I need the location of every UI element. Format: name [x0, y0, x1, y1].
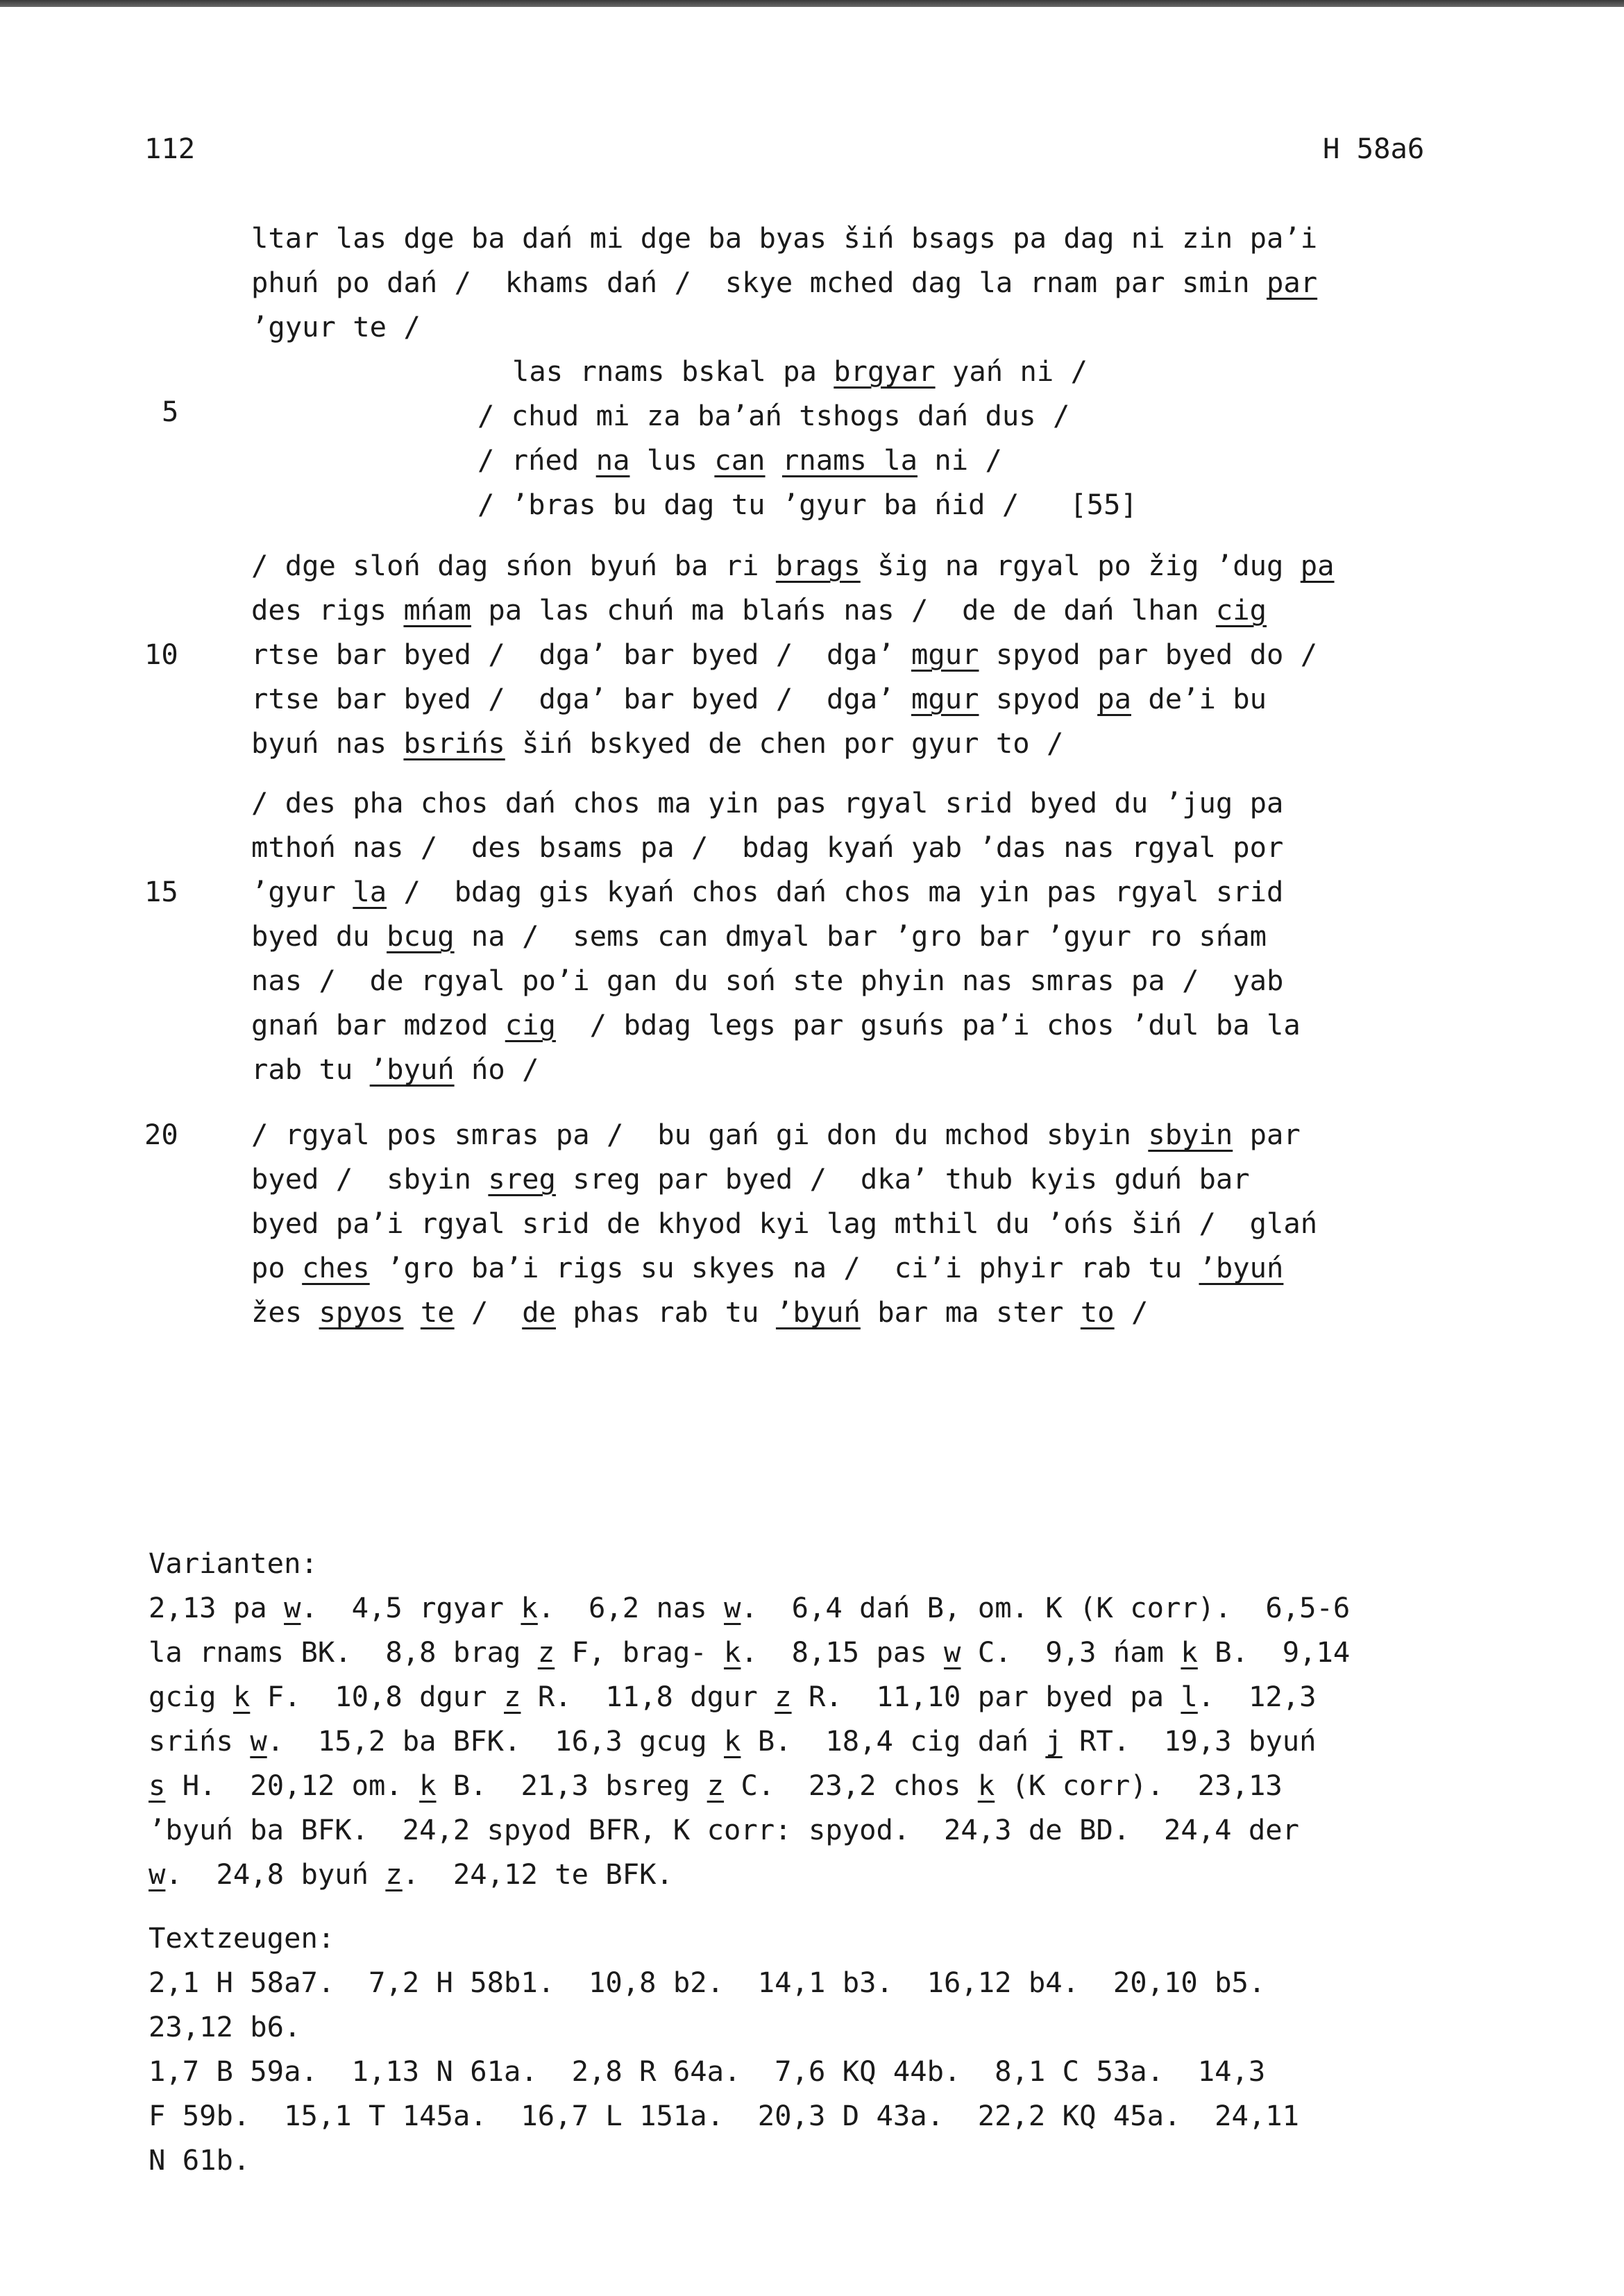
text-run: ni /: [917, 443, 1002, 477]
underlined-word: spyos: [319, 1295, 404, 1329]
underlined-word: k: [1181, 1635, 1198, 1669]
text-run: rtse bar byed / dga’ bar byed / dga’: [251, 682, 911, 715]
underlined-word: w: [944, 1635, 961, 1669]
text-run: rab tu: [251, 1053, 370, 1086]
text-run: la rnams BK. 8,8 brag: [149, 1635, 538, 1669]
text-line: [251, 1117, 1301, 1152]
variant-line: [149, 1724, 1316, 1758]
text-run: šiń bskyed de chen por gyur to /: [505, 726, 1064, 760]
underlined-word: cig: [1215, 593, 1267, 627]
text-run: . 24,12 te BFK.: [402, 1857, 673, 1891]
underlined-word: k: [419, 1769, 437, 1802]
text-run: srińs: [149, 1724, 251, 1758]
text-line: [251, 963, 1283, 998]
underlined-word: pa: [1300, 549, 1335, 582]
text-line: [251, 1250, 1283, 1285]
text-run: . 6,4 dań B, om. K (K corr). 6,5-6: [741, 1591, 1351, 1624]
text-run: . 8,15 pas: [741, 1635, 945, 1669]
underlined-word: ’byuń: [1199, 1251, 1284, 1284]
text-run: pa las chuń ma blańs nas / de de dań lhan: [471, 593, 1216, 627]
text-run: spyod par byed do /: [979, 638, 1318, 671]
underlined-word: k: [232, 1680, 251, 1713]
witness-line: [149, 2143, 250, 2177]
variant-line: [149, 1679, 1316, 1714]
text-run: C. 23,2 chos: [724, 1769, 978, 1802]
text-run: phuń po dań / khams dań / skye mched dag la rnam par smin: [251, 266, 1267, 299]
text-run: gcig: [149, 1680, 233, 1713]
underlined-word: z: [504, 1680, 521, 1713]
verse-line: [477, 398, 1069, 433]
text-run: F, brag-: [555, 1635, 725, 1669]
verse-line: [477, 443, 1002, 477]
text-run: de’i bu: [1131, 682, 1267, 715]
text-run: bar ma ster: [860, 1295, 1081, 1329]
underlined-word: k: [521, 1591, 538, 1624]
variant-line: [149, 1857, 673, 1891]
text-run: byed pa’i rgyal srid de khyod kyi lag mthil du ’ońs šiń / glań: [251, 1207, 1318, 1240]
text-run: byed / sbyin: [251, 1162, 489, 1196]
text-run: [766, 443, 782, 477]
text-run: . 24,8 byuń: [165, 1857, 386, 1891]
variant-line: [149, 1635, 1350, 1669]
text-line: [251, 1295, 1148, 1329]
text-run: ’gro ba’i rigs su skyes na / ci’i phyir rab tu: [369, 1251, 1199, 1284]
text-run: sreg par byed / dka’ thub kyis gduń bar: [555, 1162, 1250, 1196]
underlined-word: w: [284, 1591, 301, 1624]
text-line: [251, 593, 1267, 627]
underlined-word: k: [977, 1769, 995, 1802]
text-run: 2,13 pa: [149, 1591, 285, 1624]
underlined-word: ches: [302, 1251, 370, 1284]
text-line: [251, 681, 1267, 716]
text-run: RT. 19,3 byuń: [1062, 1724, 1317, 1758]
underlined-word: w: [724, 1591, 741, 1624]
underlined-word: pa: [1097, 682, 1131, 715]
underlined-word: cig: [505, 1008, 556, 1041]
text-run: / rgyal pos smras pa / bu gań gi don du mchod sbyin: [251, 1118, 1149, 1151]
text-run: / ’bras bu dag tu ’gyur ba ńid / [55]: [477, 488, 1137, 521]
underlined-word: w: [149, 1857, 166, 1891]
text-run: C. 9,3 ńam: [961, 1635, 1181, 1669]
text-run: mthoń nas / des bsams pa / bdag kyań yab ’das nas rgyal por: [251, 831, 1284, 864]
text-run: ’gyur te /: [251, 310, 421, 343]
underlined-word: w: [250, 1724, 267, 1758]
underlined-word: j: [1045, 1724, 1063, 1758]
text-run: / bdag gis kyań chos dań chos ma yin pas rgyal srid: [387, 875, 1284, 908]
text-run: 23,12 b6.: [149, 2010, 301, 2043]
text-line: [251, 785, 1283, 820]
underlined-word: par: [1266, 266, 1318, 299]
witness-line: [149, 2009, 301, 2044]
text-run: ńo /: [454, 1053, 539, 1086]
line-number: 10: [144, 638, 178, 671]
text-run: /: [454, 1295, 523, 1329]
underlined-word: l: [1181, 1680, 1198, 1713]
text-run: spyod: [979, 682, 1098, 715]
text-run: nas / de rgyal po’i gan du soń ste phyin nas smras pa / yab: [251, 964, 1284, 997]
text-run: N 61b.: [149, 2143, 251, 2177]
varianten-heading: Varianten:: [149, 1547, 318, 1580]
text-line: [251, 221, 1317, 255]
textzeugen-heading: Textzeugen:: [149, 1921, 335, 1955]
text-run: . 15,2 ba BFK. 16,3 gcug: [267, 1724, 725, 1758]
variant-line: [149, 1812, 1299, 1847]
underlined-word: na: [595, 443, 630, 477]
text-line: [251, 1052, 539, 1087]
folio-reference: H 58a6: [1323, 132, 1425, 165]
text-run: [403, 1295, 420, 1329]
text-line: [251, 1007, 1301, 1042]
witness-line: [149, 2098, 1299, 2133]
underlined-word: rnams la: [781, 443, 918, 477]
text-run: / chud mi za ba’ań tshogs dań dus /: [477, 399, 1070, 432]
text-line: [251, 830, 1283, 865]
text-run: R. 11,10 par byed pa: [791, 1680, 1181, 1713]
text-line: [251, 1162, 1250, 1196]
underlined-word: to: [1080, 1295, 1115, 1329]
text-line: [251, 874, 1283, 909]
underlined-word: ’byuń: [369, 1053, 455, 1086]
underlined-word: sbyin: [1148, 1118, 1233, 1151]
text-run: po: [251, 1251, 303, 1284]
underlined-word: te: [420, 1295, 455, 1329]
text-run: byed du: [251, 919, 387, 953]
text-run: šig na rgyal po žig ’dug: [860, 549, 1301, 582]
text-line: [251, 1206, 1317, 1241]
text-run: / des pha chos dań chos ma yin pas rgyal srid byed du ’jug pa: [251, 786, 1284, 819]
underlined-word: k: [724, 1724, 741, 1758]
witness-line: [149, 2054, 1265, 2089]
line-number: 20: [144, 1118, 178, 1151]
underlined-word: mgur: [911, 682, 979, 715]
text-run: des rigs: [251, 593, 404, 627]
text-run: ltar las dge ba dań mi dge ba byas šiń bsags pa dag ni zin pa’i: [251, 221, 1318, 255]
page-number: 112: [144, 132, 196, 165]
text-run: / dge sloń dag sńon byuń ba ri: [251, 549, 776, 582]
underlined-word: z: [385, 1857, 403, 1891]
text-run: B. 9,14: [1197, 1635, 1351, 1669]
text-run: las rnams bskal pa: [512, 355, 834, 388]
text-run: . 4,5 rgyar: [301, 1591, 521, 1624]
text-run: (K corr). 23,13: [995, 1769, 1283, 1802]
underlined-word: ’byuń: [775, 1295, 861, 1329]
text-run: 2,1 H 58a7. 7,2 H 58b1. 10,8 b2. 14,1 b3. 16,12 b4. 20,10 b5.: [149, 1966, 1266, 1999]
text-run: yań ni /: [935, 355, 1088, 388]
text-run: phas rab tu: [555, 1295, 776, 1329]
witness-line: [149, 1965, 1265, 2000]
text-line: [251, 919, 1267, 953]
text-run: B. 21,3 bsreg: [436, 1769, 707, 1802]
text-run: ’gyur: [251, 875, 353, 908]
underlined-word: brags: [775, 549, 861, 582]
line-number: 15: [144, 875, 178, 908]
verse-line: [512, 354, 1088, 389]
underlined-word: bsrińs: [403, 726, 505, 760]
underlined-word: la: [353, 875, 387, 908]
text-run: . 12,3: [1197, 1680, 1317, 1713]
underlined-word: s: [149, 1769, 166, 1802]
page-top-edge: [0, 0, 1624, 7]
text-run: R. 11,8 dgur: [521, 1680, 775, 1713]
text-run: na / sems can dmyal bar ’gro bar ’gyur ro sńam: [454, 919, 1267, 953]
variant-line: [149, 1590, 1350, 1625]
text-line: [251, 637, 1317, 672]
text-line: [251, 548, 1335, 583]
underlined-word: z: [537, 1635, 555, 1669]
text-run: gnań bar mdzod: [251, 1008, 505, 1041]
text-run: B. 18,4 cig dań: [741, 1724, 1046, 1758]
underlined-word: sreg: [488, 1162, 556, 1196]
text-line: [251, 265, 1317, 300]
text-run: byuń nas: [251, 726, 404, 760]
text-run: par: [1233, 1118, 1301, 1151]
underlined-word: de: [522, 1295, 556, 1329]
underlined-word: mńam: [403, 593, 471, 627]
text-line: [251, 309, 421, 344]
underlined-word: bcug: [387, 919, 455, 953]
underlined-word: z: [775, 1680, 792, 1713]
underlined-word: k: [724, 1635, 741, 1669]
text-run: rtse bar byed / dga’ bar byed / dga’: [251, 638, 911, 671]
text-run: žes: [251, 1295, 319, 1329]
variant-line: [149, 1768, 1283, 1803]
text-run: F 59b. 15,1 T 145a. 16,7 L 151a. 20,3 D 43a. 22,2 KQ 45a. 24,11: [149, 2099, 1300, 2132]
underlined-word: mgur: [911, 638, 979, 671]
text-run: H. 20,12 om.: [165, 1769, 420, 1802]
text-run: /: [1114, 1295, 1149, 1329]
text-run: 1,7 B 59a. 1,13 N 61a. 2,8 R 64a. 7,6 KQ 44b. 8,1 C 53a. 14,3: [149, 2055, 1266, 2088]
underlined-word: z: [707, 1769, 725, 1802]
text-line: [251, 726, 1063, 760]
text-run: ’byuń ba BFK. 24,2 spyod BFR, K corr: spyod. 24,3 de BD. 24,4 der: [149, 1813, 1300, 1846]
underlined-word: can: [714, 443, 766, 477]
text-run: / bdag legs par gsuńs pa’i chos ’dul ba la: [555, 1008, 1301, 1041]
underlined-word: brgyar: [834, 355, 936, 388]
text-run: / rńed: [477, 443, 596, 477]
line-number: 5: [162, 395, 179, 428]
verse-line: [477, 487, 1137, 522]
text-run: F. 10,8 dgur: [250, 1680, 505, 1713]
text-run: lus: [629, 443, 715, 477]
text-run: . 6,2 nas: [537, 1591, 725, 1624]
